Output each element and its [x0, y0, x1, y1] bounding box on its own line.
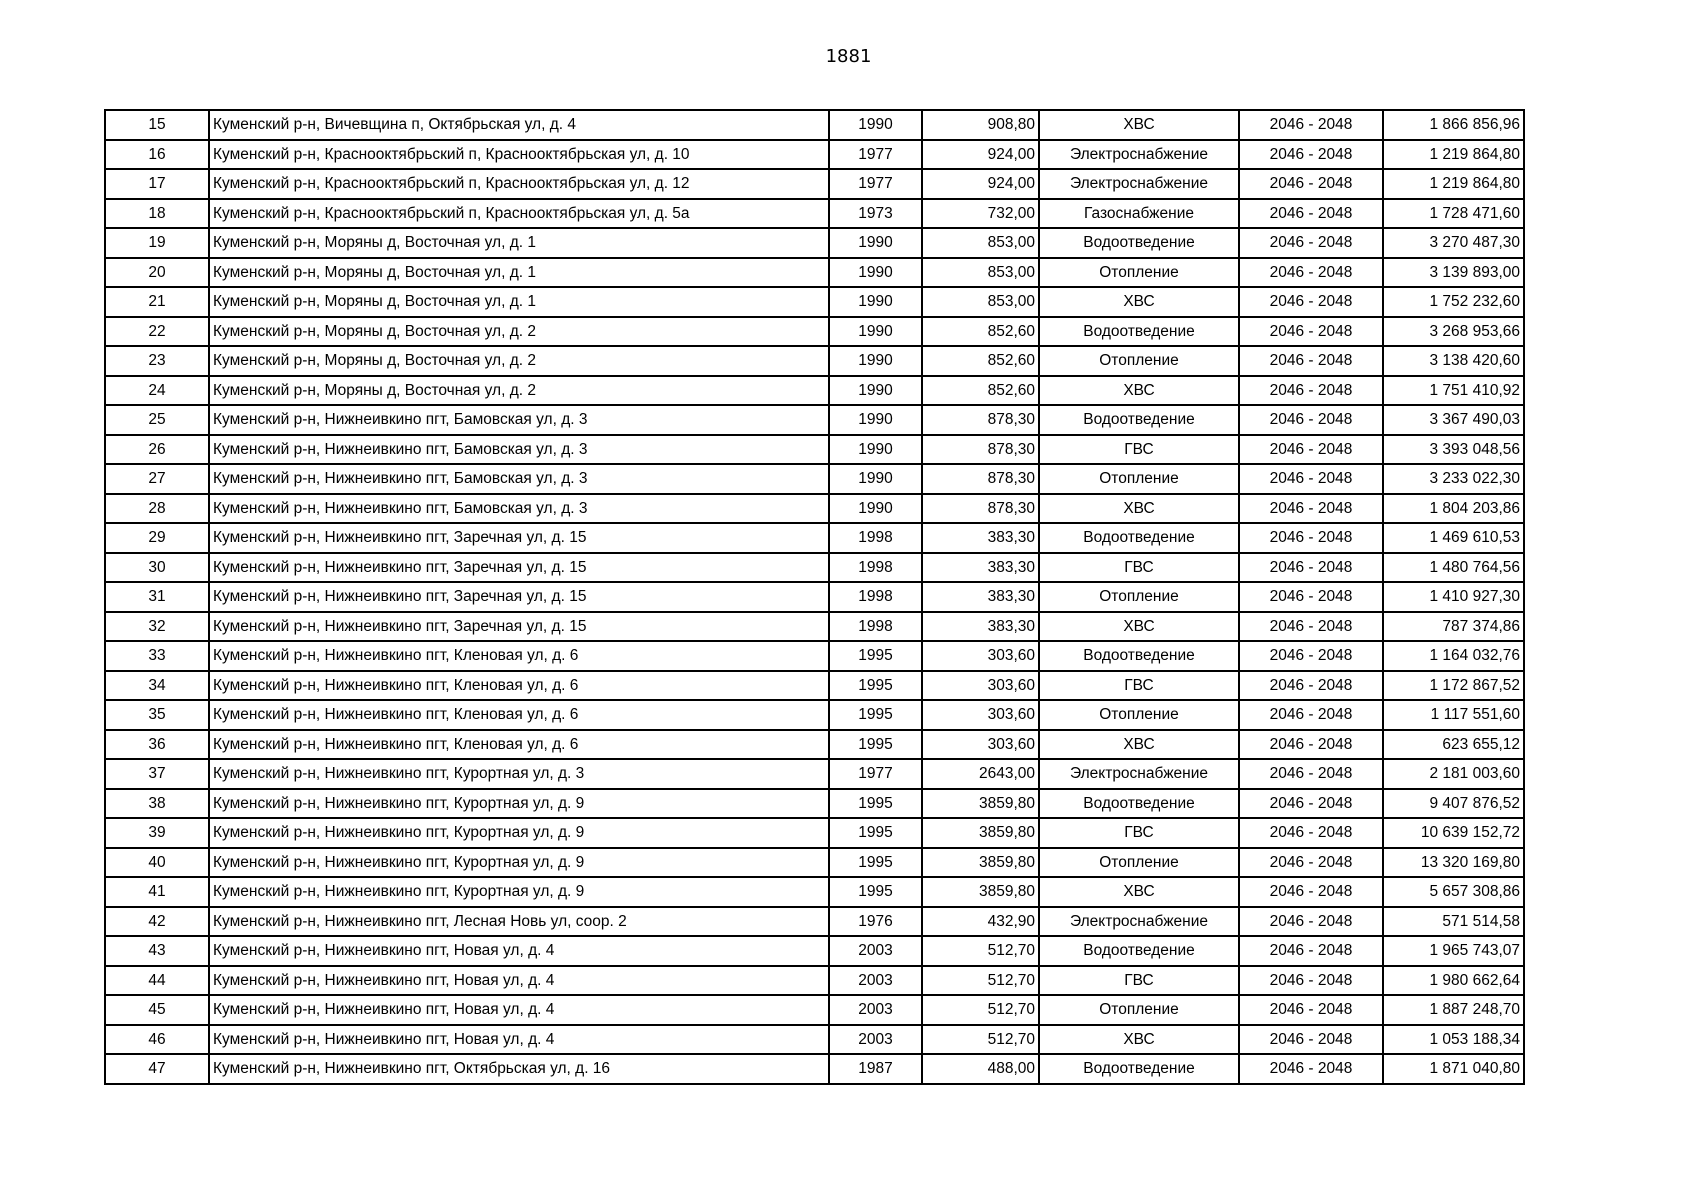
period-cell: 2046 - 2048: [1239, 553, 1383, 583]
table-row: [105, 317, 1524, 347]
row-number-cell: 32: [105, 612, 209, 642]
table-row: [105, 759, 1524, 789]
period-cell: 2046 - 2048: [1239, 464, 1383, 494]
row-number-cell: 37: [105, 759, 209, 789]
area-cell: 852,60: [922, 376, 1039, 406]
row-number-cell: 22: [105, 317, 209, 347]
area-cell: 853,00: [922, 258, 1039, 288]
address-cell: Куменский р-н, Нижнеивкино пгт, Заречная ул, д. 15: [209, 612, 829, 642]
address-cell: Куменский р-н, Нижнеивкино пгт, Бамовская ул, д. 3: [209, 464, 829, 494]
row-number-cell: 45: [105, 995, 209, 1025]
work-type-cell: Водоотведение: [1039, 789, 1239, 819]
table-row: [105, 789, 1524, 819]
cost-cell: 9 407 876,52: [1383, 789, 1524, 819]
area-cell: 303,60: [922, 730, 1039, 760]
work-type-cell: ХВС: [1039, 376, 1239, 406]
cost-cell: 1 887 248,70: [1383, 995, 1524, 1025]
work-type-cell: ХВС: [1039, 877, 1239, 907]
row-number-cell: 15: [105, 110, 209, 140]
table-row: [105, 818, 1524, 848]
work-type-cell: Электроснабжение: [1039, 140, 1239, 170]
row-number-cell: 27: [105, 464, 209, 494]
area-cell: 924,00: [922, 169, 1039, 199]
row-number-cell: 25: [105, 405, 209, 435]
cost-cell: 1 965 743,07: [1383, 936, 1524, 966]
work-type-cell: ХВС: [1039, 110, 1239, 140]
cost-cell: 1 164 032,76: [1383, 641, 1524, 671]
area-cell: 512,70: [922, 995, 1039, 1025]
period-cell: 2046 - 2048: [1239, 907, 1383, 937]
address-cell: Куменский р-н, Моряны д, Восточная ул, д. 1: [209, 287, 829, 317]
cost-cell: 10 639 152,72: [1383, 818, 1524, 848]
row-number-cell: 20: [105, 258, 209, 288]
period-cell: 2046 - 2048: [1239, 936, 1383, 966]
cost-cell: 623 655,12: [1383, 730, 1524, 760]
area-cell: 878,30: [922, 464, 1039, 494]
table-row: [105, 140, 1524, 170]
table-row: [105, 936, 1524, 966]
address-cell: Куменский р-н, Нижнеивкино пгт, Курортная ул, д. 9: [209, 789, 829, 819]
table-row: [105, 553, 1524, 583]
address-cell: Куменский р-н, Нижнеивкино пгт, Кленовая ул, д. 6: [209, 730, 829, 760]
area-cell: 303,60: [922, 671, 1039, 701]
row-number-cell: 42: [105, 907, 209, 937]
year-cell: 2003: [829, 966, 922, 996]
year-cell: 1990: [829, 376, 922, 406]
area-cell: 3859,80: [922, 789, 1039, 819]
cost-cell: 1 751 410,92: [1383, 376, 1524, 406]
cost-cell: 1 219 864,80: [1383, 169, 1524, 199]
year-cell: 1990: [829, 435, 922, 465]
table-row: [105, 110, 1524, 140]
cost-cell: 13 320 169,80: [1383, 848, 1524, 878]
area-cell: 732,00: [922, 199, 1039, 229]
area-cell: 3859,80: [922, 848, 1039, 878]
period-cell: 2046 - 2048: [1239, 405, 1383, 435]
period-cell: 2046 - 2048: [1239, 140, 1383, 170]
address-cell: Куменский р-н, Нижнеивкино пгт, Курортная ул, д. 9: [209, 877, 829, 907]
period-cell: 2046 - 2048: [1239, 759, 1383, 789]
year-cell: 1995: [829, 641, 922, 671]
cost-cell: 1 866 856,96: [1383, 110, 1524, 140]
address-cell: Куменский р-н, Нижнеивкино пгт, Курортная ул, д. 9: [209, 848, 829, 878]
year-cell: 1995: [829, 818, 922, 848]
period-cell: 2046 - 2048: [1239, 199, 1383, 229]
year-cell: 2003: [829, 995, 922, 1025]
year-cell: 1995: [829, 730, 922, 760]
cost-cell: 1 728 471,60: [1383, 199, 1524, 229]
address-cell: Куменский р-н, Моряны д, Восточная ул, д. 2: [209, 346, 829, 376]
table-row: [105, 228, 1524, 258]
row-number-cell: 33: [105, 641, 209, 671]
period-cell: 2046 - 2048: [1239, 789, 1383, 819]
work-type-cell: Водоотведение: [1039, 405, 1239, 435]
year-cell: 1998: [829, 523, 922, 553]
table-row: [105, 376, 1524, 406]
year-cell: 1990: [829, 494, 922, 524]
period-cell: 2046 - 2048: [1239, 376, 1383, 406]
cost-cell: 3 233 022,30: [1383, 464, 1524, 494]
period-cell: 2046 - 2048: [1239, 877, 1383, 907]
work-type-cell: Водоотведение: [1039, 1054, 1239, 1084]
cost-cell: 1 752 232,60: [1383, 287, 1524, 317]
table-row: [105, 907, 1524, 937]
year-cell: 1987: [829, 1054, 922, 1084]
area-cell: 3859,80: [922, 877, 1039, 907]
cost-cell: 5 657 308,86: [1383, 877, 1524, 907]
work-type-cell: Отопление: [1039, 582, 1239, 612]
address-cell: Куменский р-н, Нижнеивкино пгт, Заречная ул, д. 15: [209, 582, 829, 612]
row-number-cell: 18: [105, 199, 209, 229]
address-cell: Куменский р-н, Моряны д, Восточная ул, д. 2: [209, 376, 829, 406]
period-cell: 2046 - 2048: [1239, 169, 1383, 199]
area-cell: 852,60: [922, 346, 1039, 376]
row-number-cell: 30: [105, 553, 209, 583]
area-cell: 512,70: [922, 936, 1039, 966]
area-cell: 383,30: [922, 612, 1039, 642]
year-cell: 1990: [829, 464, 922, 494]
area-cell: 383,30: [922, 523, 1039, 553]
year-cell: 1976: [829, 907, 922, 937]
period-cell: 2046 - 2048: [1239, 818, 1383, 848]
table-row: [105, 523, 1524, 553]
row-number-cell: 17: [105, 169, 209, 199]
year-cell: 1998: [829, 553, 922, 583]
cost-cell: 1 480 764,56: [1383, 553, 1524, 583]
year-cell: 1998: [829, 612, 922, 642]
row-number-cell: 41: [105, 877, 209, 907]
page-number: 1881: [825, 46, 872, 67]
row-number-cell: 39: [105, 818, 209, 848]
table-row: [105, 1054, 1524, 1084]
year-cell: 1990: [829, 317, 922, 347]
row-number-cell: 38: [105, 789, 209, 819]
address-cell: Куменский р-н, Нижнеивкино пгт, Курортная ул, д. 3: [209, 759, 829, 789]
table-row: [105, 346, 1524, 376]
work-type-cell: ГВС: [1039, 671, 1239, 701]
period-cell: 2046 - 2048: [1239, 523, 1383, 553]
period-cell: 2046 - 2048: [1239, 1054, 1383, 1084]
area-cell: 878,30: [922, 435, 1039, 465]
address-cell: Куменский р-н, Нижнеивкино пгт, Лесная Новь ул, соор. 2: [209, 907, 829, 937]
address-cell: Куменский р-н, Нижнеивкино пгт, Новая ул, д. 4: [209, 936, 829, 966]
area-cell: 512,70: [922, 1025, 1039, 1055]
row-number-cell: 23: [105, 346, 209, 376]
area-cell: 512,70: [922, 966, 1039, 996]
cost-cell: 3 139 893,00: [1383, 258, 1524, 288]
cost-cell: 3 393 048,56: [1383, 435, 1524, 465]
work-type-cell: Отопление: [1039, 346, 1239, 376]
row-number-cell: 44: [105, 966, 209, 996]
year-cell: 1990: [829, 346, 922, 376]
period-cell: 2046 - 2048: [1239, 258, 1383, 288]
address-cell: Куменский р-н, Нижнеивкино пгт, Новая ул, д. 4: [209, 966, 829, 996]
area-cell: 853,00: [922, 228, 1039, 258]
year-cell: 2003: [829, 1025, 922, 1055]
area-cell: 383,30: [922, 553, 1039, 583]
work-type-cell: Водоотведение: [1039, 523, 1239, 553]
year-cell: 1990: [829, 258, 922, 288]
period-cell: 2046 - 2048: [1239, 995, 1383, 1025]
area-cell: 303,60: [922, 641, 1039, 671]
row-number-cell: 28: [105, 494, 209, 524]
work-type-cell: ГВС: [1039, 818, 1239, 848]
row-number-cell: 43: [105, 936, 209, 966]
work-type-cell: ГВС: [1039, 553, 1239, 583]
area-cell: 853,00: [922, 287, 1039, 317]
year-cell: 1995: [829, 700, 922, 730]
period-cell: 2046 - 2048: [1239, 612, 1383, 642]
cost-cell: 1 804 203,86: [1383, 494, 1524, 524]
work-type-cell: ГВС: [1039, 966, 1239, 996]
work-type-cell: Отопление: [1039, 464, 1239, 494]
row-number-cell: 24: [105, 376, 209, 406]
area-cell: 908,80: [922, 110, 1039, 140]
year-cell: 1995: [829, 848, 922, 878]
cost-cell: 1 053 188,34: [1383, 1025, 1524, 1055]
area-cell: 488,00: [922, 1054, 1039, 1084]
address-cell: Куменский р-н, Нижнеивкино пгт, Октябрьская ул, д. 16: [209, 1054, 829, 1084]
year-cell: 1990: [829, 110, 922, 140]
year-cell: 1990: [829, 228, 922, 258]
address-cell: Куменский р-н, Нижнеивкино пгт, Кленовая ул, д. 6: [209, 671, 829, 701]
address-cell: Куменский р-н, Краснооктябрьский п, Краснооктябрьская ул, д. 10: [209, 140, 829, 170]
table-row: [105, 494, 1524, 524]
work-type-cell: ХВС: [1039, 287, 1239, 317]
address-cell: Куменский р-н, Нижнеивкино пгт, Заречная ул, д. 15: [209, 553, 829, 583]
work-type-cell: Водоотведение: [1039, 317, 1239, 347]
table-row: [105, 199, 1524, 229]
period-cell: 2046 - 2048: [1239, 730, 1383, 760]
address-cell: Куменский р-н, Нижнеивкино пгт, Новая ул, д. 4: [209, 1025, 829, 1055]
cost-cell: 787 374,86: [1383, 612, 1524, 642]
row-number-cell: 35: [105, 700, 209, 730]
work-type-cell: ХВС: [1039, 494, 1239, 524]
cost-cell: 1 219 864,80: [1383, 140, 1524, 170]
table-row: [105, 582, 1524, 612]
table-row: [105, 464, 1524, 494]
address-cell: Куменский р-н, Моряны д, Восточная ул, д. 1: [209, 228, 829, 258]
cost-cell: 1 117 551,60: [1383, 700, 1524, 730]
work-type-cell: Водоотведение: [1039, 228, 1239, 258]
period-cell: 2046 - 2048: [1239, 966, 1383, 996]
table-row: [105, 730, 1524, 760]
period-cell: 2046 - 2048: [1239, 228, 1383, 258]
table-row: [105, 995, 1524, 1025]
cost-cell: 3 138 420,60: [1383, 346, 1524, 376]
work-type-cell: Отопление: [1039, 995, 1239, 1025]
work-type-cell: Водоотведение: [1039, 936, 1239, 966]
period-cell: 2046 - 2048: [1239, 110, 1383, 140]
table-row: [105, 612, 1524, 642]
address-cell: Куменский р-н, Нижнеивкино пгт, Бамовская ул, д. 3: [209, 494, 829, 524]
area-cell: 878,30: [922, 405, 1039, 435]
row-number-cell: 26: [105, 435, 209, 465]
year-cell: 1990: [829, 405, 922, 435]
table-row: [105, 848, 1524, 878]
row-number-cell: 34: [105, 671, 209, 701]
table-row: [105, 435, 1524, 465]
year-cell: 1995: [829, 877, 922, 907]
period-cell: 2046 - 2048: [1239, 346, 1383, 376]
row-number-cell: 36: [105, 730, 209, 760]
row-number-cell: 46: [105, 1025, 209, 1055]
address-cell: Куменский р-н, Нижнеивкино пгт, Новая ул, д. 4: [209, 995, 829, 1025]
row-number-cell: 47: [105, 1054, 209, 1084]
address-cell: Куменский р-н, Нижнеивкино пгт, Заречная ул, д. 15: [209, 523, 829, 553]
table-row: [105, 287, 1524, 317]
period-cell: 2046 - 2048: [1239, 1025, 1383, 1055]
work-type-cell: ГВС: [1039, 435, 1239, 465]
cost-cell: 3 270 487,30: [1383, 228, 1524, 258]
cost-cell: 571 514,58: [1383, 907, 1524, 937]
table-row: [105, 405, 1524, 435]
data-table: [104, 109, 1525, 1085]
work-type-cell: Газоснабжение: [1039, 199, 1239, 229]
row-number-cell: 40: [105, 848, 209, 878]
table-row: [105, 700, 1524, 730]
cost-cell: 1 871 040,80: [1383, 1054, 1524, 1084]
row-number-cell: 19: [105, 228, 209, 258]
address-cell: Куменский р-н, Нижнеивкино пгт, Кленовая ул, д. 6: [209, 700, 829, 730]
year-cell: 1990: [829, 287, 922, 317]
period-cell: 2046 - 2048: [1239, 848, 1383, 878]
work-type-cell: Отопление: [1039, 700, 1239, 730]
table-row: [105, 877, 1524, 907]
address-cell: Куменский р-н, Моряны д, Восточная ул, д. 2: [209, 317, 829, 347]
table-row: [105, 641, 1524, 671]
period-cell: 2046 - 2048: [1239, 641, 1383, 671]
row-number-cell: 31: [105, 582, 209, 612]
address-cell: Куменский р-н, Нижнеивкино пгт, Бамовская ул, д. 3: [209, 435, 829, 465]
work-type-cell: ХВС: [1039, 1025, 1239, 1055]
area-cell: 3859,80: [922, 818, 1039, 848]
table-row: [105, 258, 1524, 288]
area-cell: 303,60: [922, 700, 1039, 730]
address-cell: Куменский р-н, Нижнеивкино пгт, Кленовая ул, д. 6: [209, 641, 829, 671]
period-cell: 2046 - 2048: [1239, 317, 1383, 347]
year-cell: 1995: [829, 789, 922, 819]
year-cell: 1977: [829, 169, 922, 199]
year-cell: 1998: [829, 582, 922, 612]
cost-cell: 1 172 867,52: [1383, 671, 1524, 701]
work-type-cell: ХВС: [1039, 612, 1239, 642]
period-cell: 2046 - 2048: [1239, 287, 1383, 317]
table-row: [105, 671, 1524, 701]
work-type-cell: Электроснабжение: [1039, 907, 1239, 937]
area-cell: 432,90: [922, 907, 1039, 937]
row-number-cell: 29: [105, 523, 209, 553]
work-type-cell: Электроснабжение: [1039, 759, 1239, 789]
address-cell: Куменский р-н, Краснооктябрьский п, Краснооктябрьская ул, д. 12: [209, 169, 829, 199]
cost-cell: 1 469 610,53: [1383, 523, 1524, 553]
work-type-cell: ХВС: [1039, 730, 1239, 760]
period-cell: 2046 - 2048: [1239, 582, 1383, 612]
work-type-cell: Отопление: [1039, 848, 1239, 878]
address-cell: Куменский р-н, Моряны д, Восточная ул, д. 1: [209, 258, 829, 288]
year-cell: 1973: [829, 199, 922, 229]
cost-cell: 1 980 662,64: [1383, 966, 1524, 996]
cost-cell: 1 410 927,30: [1383, 582, 1524, 612]
cost-cell: 3 367 490,03: [1383, 405, 1524, 435]
address-cell: Куменский р-н, Нижнеивкино пгт, Курортная ул, д. 9: [209, 818, 829, 848]
address-cell: Куменский р-н, Краснооктябрьский п, Краснооктябрьская ул, д. 5а: [209, 199, 829, 229]
work-type-cell: Водоотведение: [1039, 641, 1239, 671]
work-type-cell: Отопление: [1039, 258, 1239, 288]
table-body: [105, 110, 1524, 1084]
period-cell: 2046 - 2048: [1239, 494, 1383, 524]
year-cell: 1977: [829, 140, 922, 170]
row-number-cell: 21: [105, 287, 209, 317]
table-row: [105, 1025, 1524, 1055]
area-cell: 878,30: [922, 494, 1039, 524]
year-cell: 1995: [829, 671, 922, 701]
period-cell: 2046 - 2048: [1239, 435, 1383, 465]
address-cell: Куменский р-н, Вичевщина п, Октябрьская ул, д. 4: [209, 110, 829, 140]
row-number-cell: 16: [105, 140, 209, 170]
cost-cell: 3 268 953,66: [1383, 317, 1524, 347]
area-cell: 852,60: [922, 317, 1039, 347]
year-cell: 2003: [829, 936, 922, 966]
address-cell: Куменский р-н, Нижнеивкино пгт, Бамовская ул, д. 3: [209, 405, 829, 435]
area-cell: 924,00: [922, 140, 1039, 170]
period-cell: 2046 - 2048: [1239, 700, 1383, 730]
table-row: [105, 169, 1524, 199]
cost-cell: 2 181 003,60: [1383, 759, 1524, 789]
period-cell: 2046 - 2048: [1239, 671, 1383, 701]
year-cell: 1977: [829, 759, 922, 789]
area-cell: 2643,00: [922, 759, 1039, 789]
area-cell: 383,30: [922, 582, 1039, 612]
table-row: [105, 966, 1524, 996]
work-type-cell: Электроснабжение: [1039, 169, 1239, 199]
